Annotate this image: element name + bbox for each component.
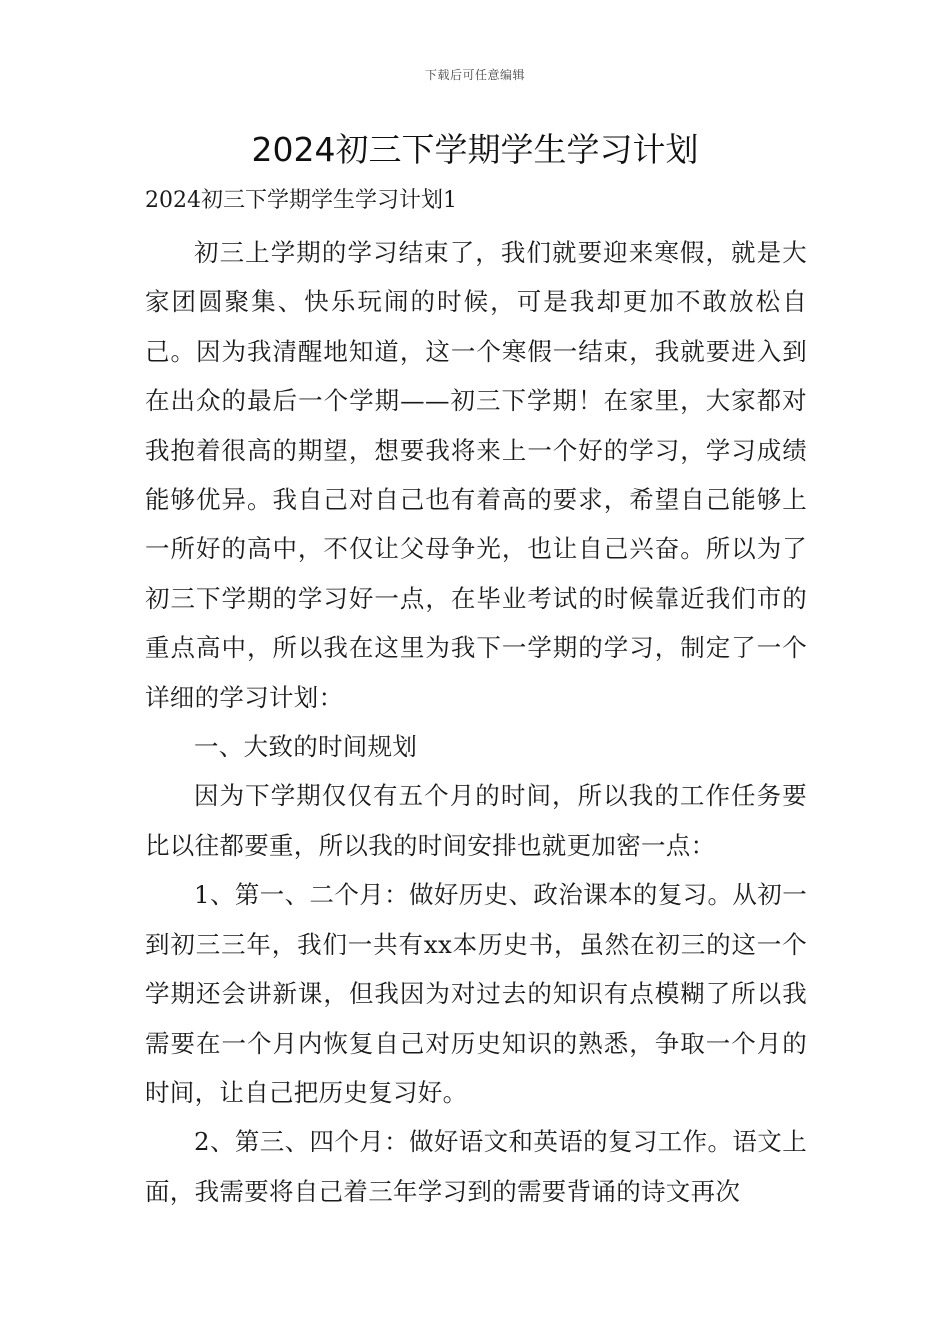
paragraph-item-2: 2、第三、四个月：做好语文和英语的复习工作。语文上面，我需要将自己着三年学习到的需要背诵的诗文再次 <box>145 1127 807 1206</box>
paragraph-intro: 初三上学期的学习结束了，我们就要迎来寒假，就是大家团圆聚集、快乐玩闹的时候，可是我却更加不敢放松自己。因为我清醒地知道，这一个寒假一结束，我就要进入到在出众的最后一个学期——初三下学期！在家里，大家都对我抱着很高的期望，想要我将来上一个好的学习，学习成绩能够优异。我自己对自己也有着高的要求，希望自己能够上一所好的高中，不仅让父母争光，也让自己兴奋。所以为了初三下学期的学习好一点，在毕业考试的时候靠近我们市的重点高中，所以我在这里为我下一学期的学习，制定了一个详细的学习计划： <box>145 238 807 712</box>
header-note: 下载后可任意编辑 <box>424 68 525 82</box>
document-title: 2024初三下学期学生学习计划 <box>251 130 699 169</box>
paragraph-item-1: 1、第一、二个月：做好历史、政治课本的复习。从初一到初三三年，我们一共有xx本历史书，虽然在初三的这一个学期还会讲新课，但我因为对过去的知识有点模糊了所以我需要在一个月内恢复自己对历史知识的熟悉，争取一个月的时间，让自己把历史复习好。 <box>145 880 807 1107</box>
paragraph-time-plan: 因为下学期仅仅有五个月的时间，所以我的工作任务要比以往都要重，所以我的时间安排也就更加密一点： <box>145 781 807 860</box>
section-subtitle: 2024初三下学期学生学习计划1 <box>145 188 457 213</box>
document-body <box>145 178 807 1216</box>
paragraph-heading-time-plan: 一、大致的时间规划 <box>194 732 418 762</box>
